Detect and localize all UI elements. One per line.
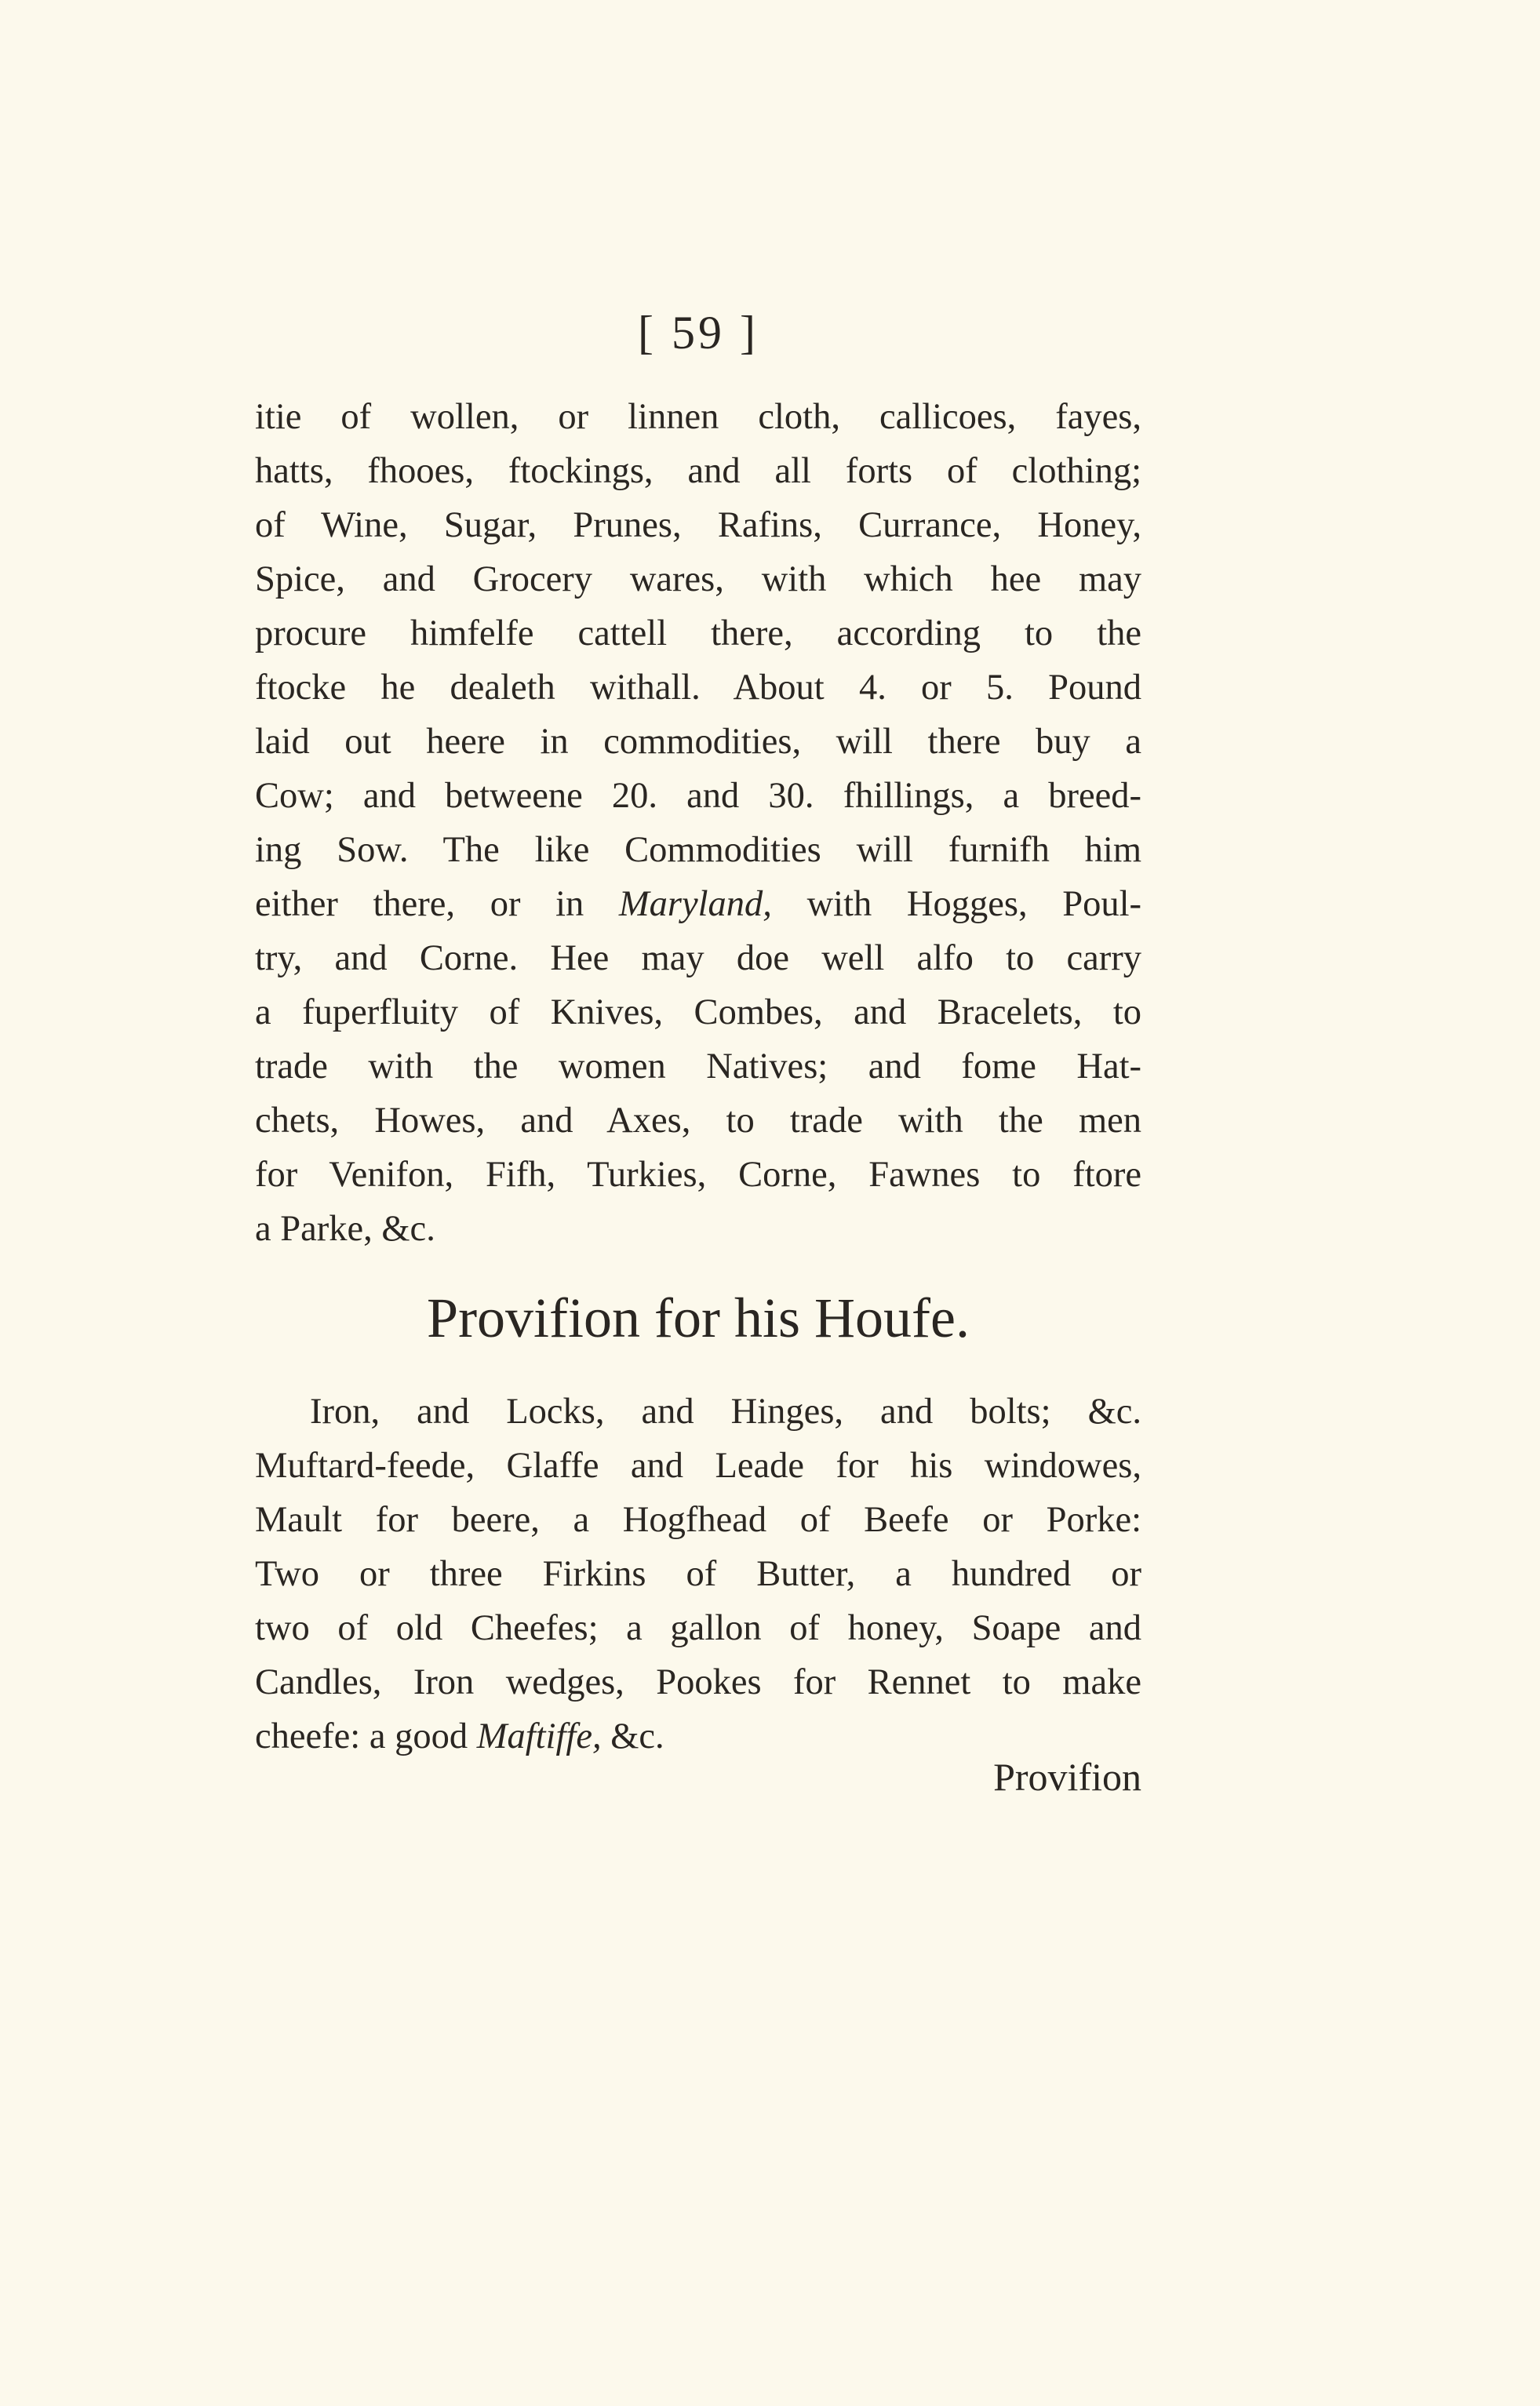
text-line: two of old Cheefes; a gallon of honey, Soape and xyxy=(255,1608,1141,1648)
text-line: of Wine, Sugar, Prunes, Rafins, Currance, Honey, xyxy=(255,505,1141,545)
text-line: a fuperfluity of Knives, Combes, and Bracelets, to xyxy=(255,992,1141,1032)
text-line: chets, Howes, and Axes, to trade with the men xyxy=(255,1101,1141,1141)
text-line: ftocke he dealeth withall. About 4. or 5. Pound xyxy=(255,668,1141,708)
text-line: Two or three Firkins of Butter, a hundred or xyxy=(255,1554,1141,1594)
text-line: Cow; and betweene 20. and 30. fhillings, a breed- xyxy=(255,776,1141,816)
catchword: Provifion xyxy=(993,1755,1141,1799)
text-line: Candles, Iron wedges, Pookes for Rennet to make xyxy=(255,1662,1141,1702)
text-run: either there, or in xyxy=(255,884,619,924)
text-line: itie of wollen, or linnen cloth, callicoes, fayes, xyxy=(255,397,1141,437)
text-line: Mault for beere, a Hogfhead of Beefe or Porke: xyxy=(255,1500,1141,1540)
word-maftiffe: Maftiffe, xyxy=(476,1716,602,1756)
text-line: hatts, fhooes, ftockings, and all forts of clothing; xyxy=(255,451,1141,491)
text-line: Iron, and Locks, and Hinges, and bolts; &c. xyxy=(310,1392,1141,1432)
text-run: &c. xyxy=(601,1716,664,1756)
text-line: Muftard-feede, Glaffe and Leade for his windowes, xyxy=(255,1446,1141,1486)
text-run: cheefe: a good xyxy=(255,1716,477,1756)
place-name-maryland: Maryland, xyxy=(618,884,772,924)
text-line: procure himfelfe cattell there, according to the xyxy=(255,613,1141,653)
text-line: for Venifon, Fifh, Turkies, Corne, Fawnes to ftore xyxy=(255,1155,1141,1195)
text-line: laid out heere in commodities, will there buy a xyxy=(255,722,1141,762)
text-line: Spice, and Grocery wares, with which hee may xyxy=(255,559,1141,599)
section-heading: Provifion for his Houfe. xyxy=(427,1287,970,1349)
text-line: a Parke, &c. xyxy=(255,1209,435,1249)
page-number: [ 59 ] xyxy=(638,307,759,359)
text-line xyxy=(255,878,1141,931)
text-run: with Hogges, Poul- xyxy=(771,884,1142,924)
text-line: try, and Corne. Hee may doe well alfo to carry xyxy=(255,938,1141,978)
text-line: ing Sow. The like Commodities will furnifh him xyxy=(255,830,1141,870)
text-line: trade with the women Natives; and fome Hat- xyxy=(255,1046,1141,1087)
